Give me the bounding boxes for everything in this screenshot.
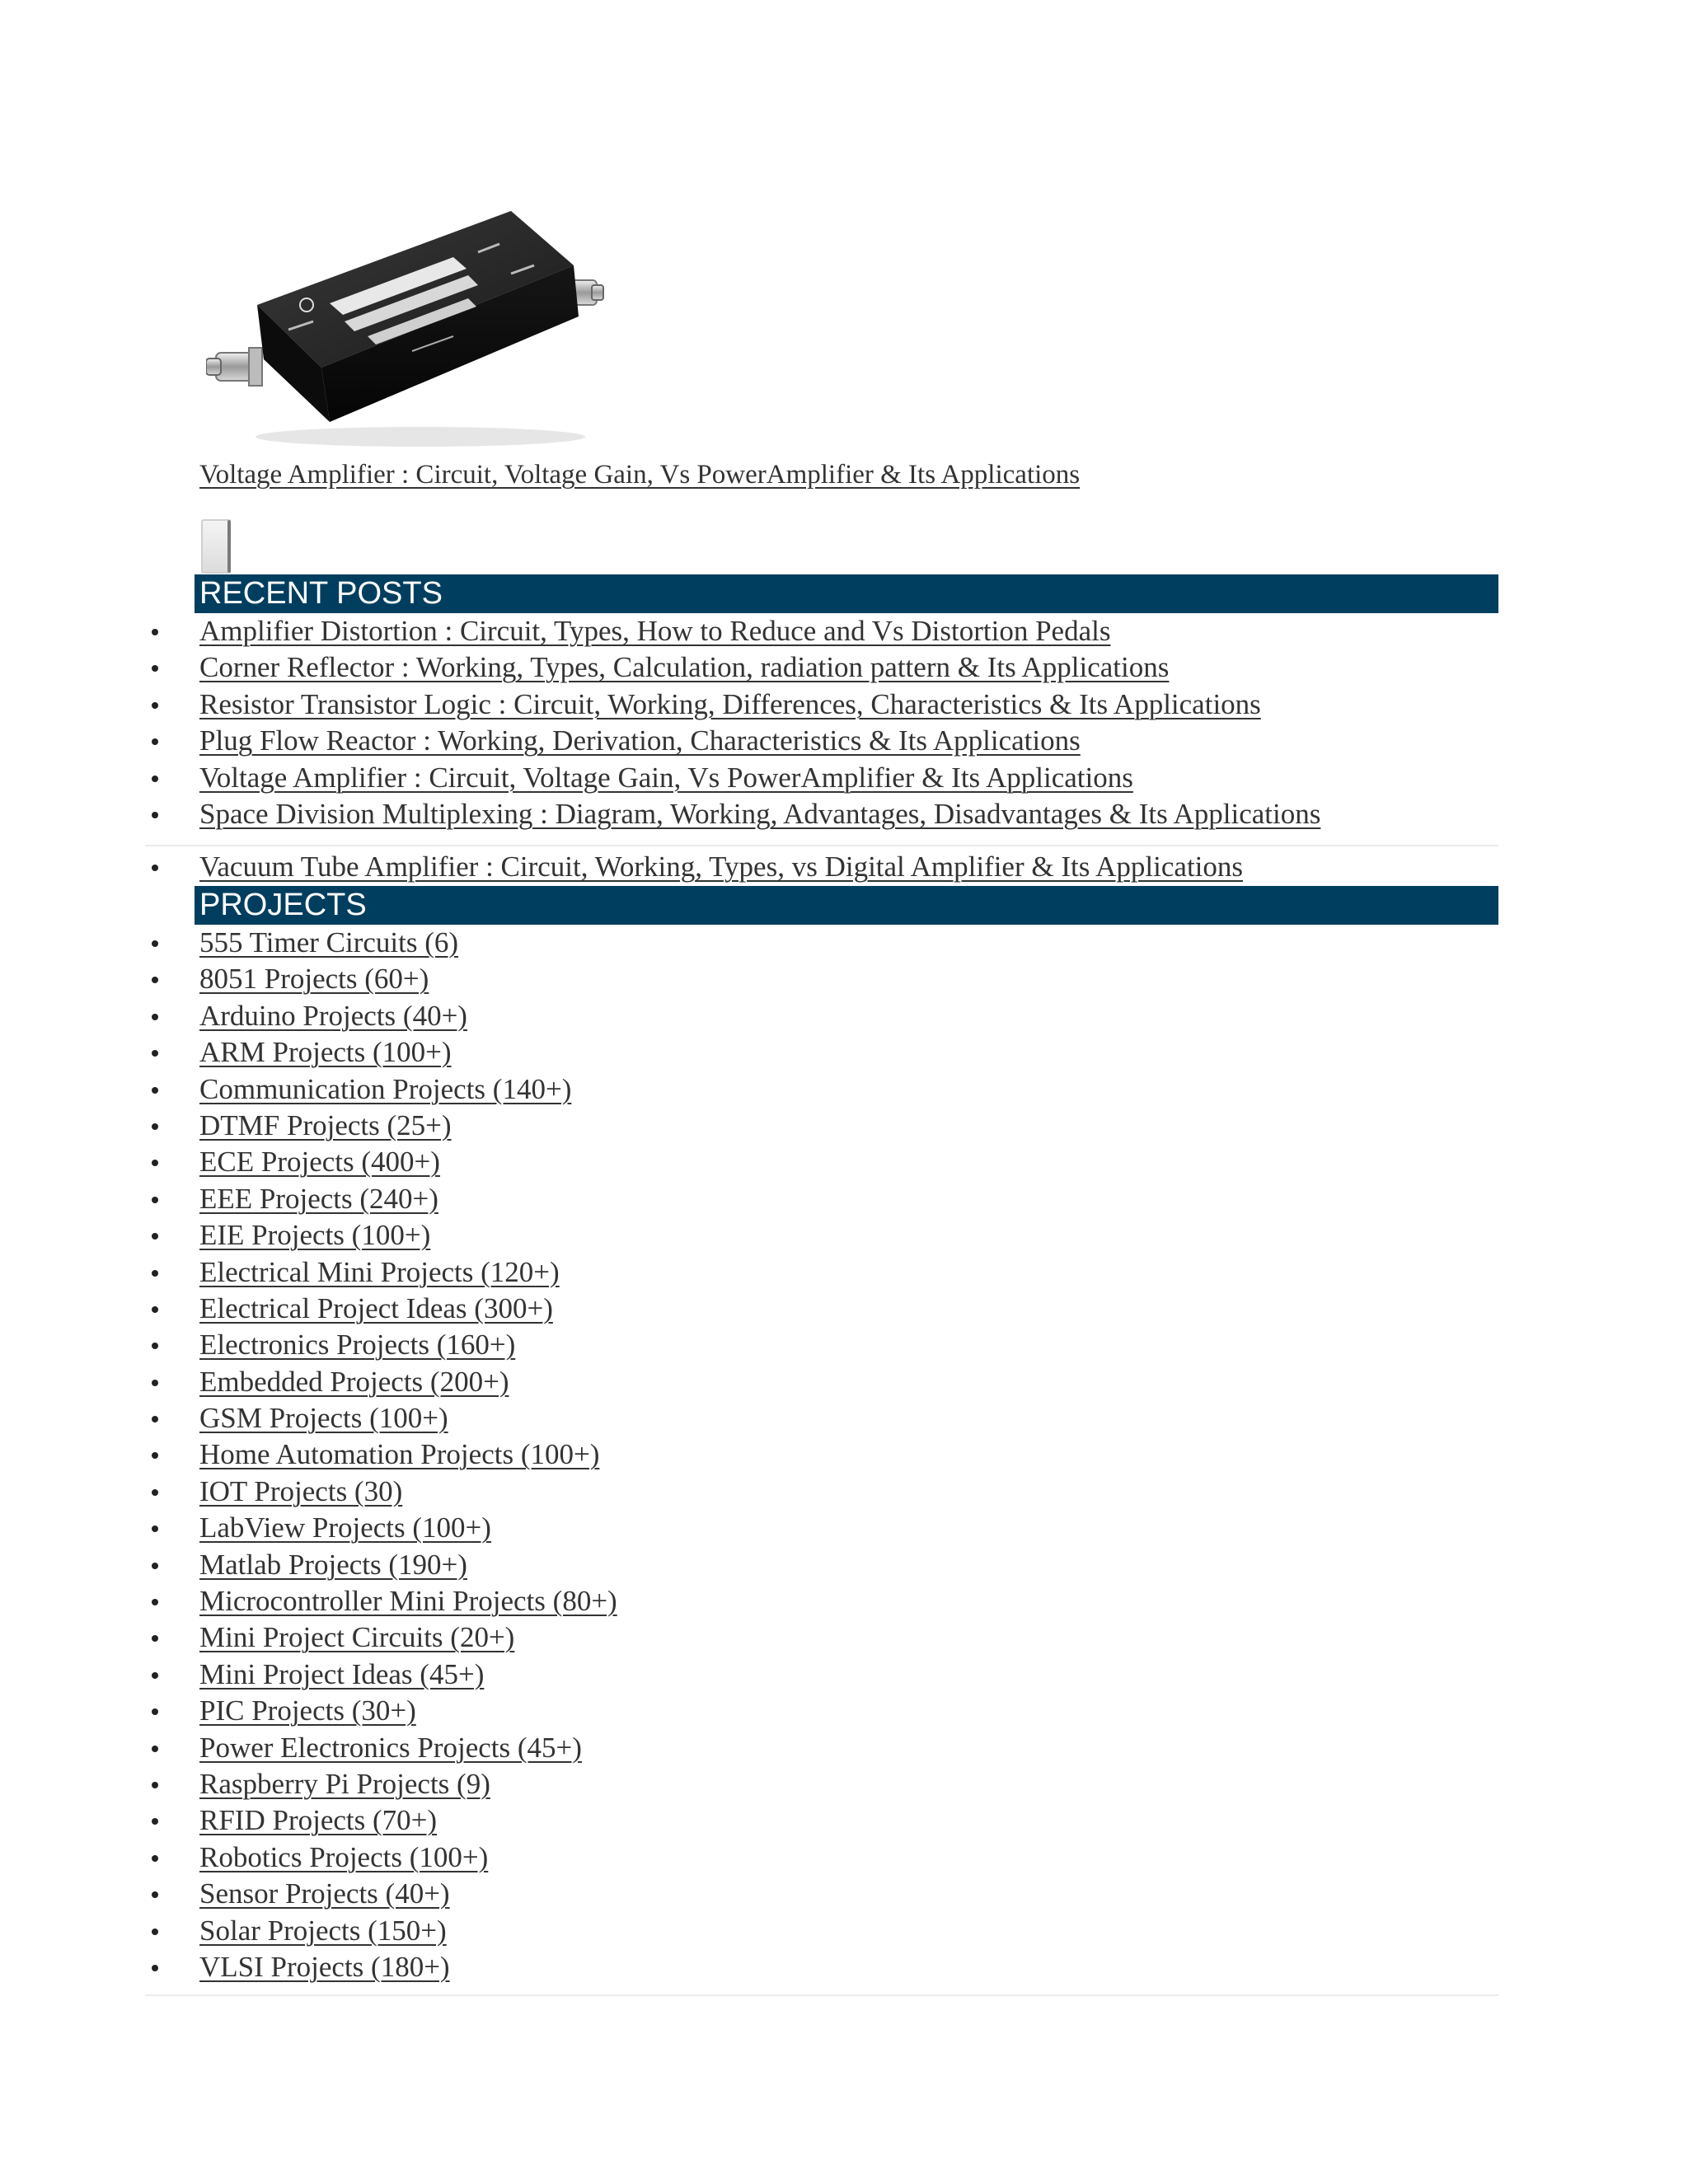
bullet-icon: [152, 1891, 158, 1898]
bullet-icon: [152, 665, 158, 672]
recent-post-link[interactable]: Amplifier Distortion : Circuit, Types, How to Reduce and Vs Distortion Pedals: [199, 615, 1111, 647]
bullet-icon: [152, 1782, 158, 1788]
recent-posts-list-continued: [0, 849, 1243, 885]
list-item: [0, 1730, 617, 1766]
recent-post-link[interactable]: Vacuum Tube Amplifier : Circuit, Working, Types, vs Digital Amplifier & Its Applications: [199, 851, 1244, 883]
recent-post-link[interactable]: Corner Reflector : Working, Types, Calculation, radiation pattern & Its Applications: [199, 651, 1170, 684]
list-item: [0, 1327, 617, 1363]
bullet-icon: [152, 1818, 158, 1825]
recent-post-link[interactable]: Resistor Transistor Logic : Circuit, Working, Differences, Characteristics & Its Applications: [199, 687, 1261, 720]
list-item: [0, 1400, 617, 1436]
bullet-icon: [152, 629, 158, 635]
bullet-icon: [152, 1306, 158, 1313]
list-item: [0, 1876, 617, 1912]
bullet-icon: [152, 1380, 158, 1386]
recent-post-link[interactable]: Space Division Multiplexing : Diagram, Working, Advantages, Disadvantages & Its Applications: [199, 797, 1321, 830]
project-category-link[interactable]: RFID Projects (70+): [199, 1804, 438, 1837]
list-item: [0, 1657, 617, 1693]
featured-post-link[interactable]: Voltage Amplifier : Circuit, Voltage Gain, Vs PowerAmplifier & Its Applications: [199, 460, 1081, 490]
bullet-icon: [152, 1708, 158, 1715]
list-item: [0, 1144, 617, 1180]
project-category-link[interactable]: Home Automation Projects (100+): [199, 1438, 600, 1471]
bullet-icon: [152, 1929, 158, 1935]
list-item: [0, 1291, 617, 1327]
project-category-link[interactable]: VLSI Projects (180+): [199, 1950, 450, 1983]
list-item: [0, 1547, 617, 1583]
bullet-icon: [152, 1489, 158, 1496]
project-category-link[interactable]: Power Electronics Projects (45+): [199, 1731, 582, 1764]
project-category-link[interactable]: Microcontroller Mini Projects (80+): [199, 1585, 617, 1618]
bullet-icon: [152, 1014, 158, 1020]
bullet-icon: [152, 1452, 158, 1459]
project-category-link[interactable]: Electronics Projects (160+): [199, 1329, 516, 1361]
list-item: [0, 649, 1320, 686]
project-category-link[interactable]: PIC Projects (30+): [199, 1694, 416, 1727]
project-category-link[interactable]: Mini Project Circuits (20+): [199, 1621, 515, 1654]
bullet-icon: [152, 1965, 158, 1971]
project-category-link[interactable]: IOT Projects (30): [199, 1474, 403, 1507]
bullet-icon: [152, 812, 158, 818]
divider: [145, 1994, 1498, 1996]
list-item: [0, 1364, 617, 1400]
project-category-link[interactable]: Arduino Projects (40+): [199, 999, 467, 1032]
project-category-link[interactable]: Raspberry Pi Projects (9): [199, 1767, 490, 1800]
project-category-link[interactable]: 8051 Projects (60+): [199, 963, 429, 996]
bullet-icon: [152, 702, 158, 709]
project-category-link[interactable]: 555 Timer Circuits (6): [199, 926, 459, 958]
list-item: [0, 1583, 617, 1619]
bullet-icon: [152, 1050, 158, 1057]
project-category-link[interactable]: Robotics Projects (100+): [199, 1840, 489, 1873]
projects-list: [0, 925, 617, 1985]
bullet-icon: [152, 865, 158, 871]
recent-posts-list: [0, 613, 1320, 832]
bullet-icon: [152, 1599, 158, 1605]
project-category-link[interactable]: ECE Projects (400+): [199, 1146, 440, 1179]
project-category-link[interactable]: Matlab Projects (190+): [199, 1548, 467, 1581]
list-item: [0, 1436, 617, 1473]
list-item: [0, 1840, 617, 1876]
project-category-link[interactable]: Sensor Projects (40+): [199, 1877, 450, 1910]
voltage-amplifier-photo[interactable]: [206, 206, 610, 453]
list-item: [0, 796, 1320, 832]
bullet-icon: [152, 1746, 158, 1752]
list-item: [0, 1071, 617, 1108]
project-category-link[interactable]: EEE Projects (240+): [199, 1182, 438, 1215]
divider: [145, 845, 1498, 846]
project-category-link[interactable]: LabView Projects (100+): [199, 1511, 491, 1544]
bullet-icon: [152, 738, 158, 745]
list-item: [0, 1693, 617, 1729]
list-item: [0, 849, 1243, 885]
project-category-link[interactable]: Electrical Mini Projects (120+): [199, 1255, 560, 1288]
bullet-icon: [152, 1343, 158, 1349]
list-item: [0, 1949, 617, 1985]
project-category-link[interactable]: GSM Projects (100+): [199, 1402, 448, 1435]
recent-post-link[interactable]: Plug Flow Reactor : Working, Derivation, Characteristics & Its Applications: [199, 724, 1081, 757]
bullet-icon: [152, 1855, 158, 1862]
bullet-icon: [152, 1197, 158, 1203]
bullet-icon: [152, 940, 158, 947]
project-category-link[interactable]: Embedded Projects (200+): [199, 1365, 509, 1398]
project-category-link[interactable]: Solar Projects (150+): [199, 1914, 447, 1947]
list-item: [0, 1802, 617, 1839]
list-item: [0, 1217, 617, 1254]
list-item: [0, 1619, 617, 1656]
list-item: [0, 687, 1320, 723]
recent-posts-header: RECENT POSTS: [195, 574, 1498, 613]
project-category-link[interactable]: DTMF Projects (25+): [199, 1108, 452, 1141]
bullet-icon: [152, 1123, 158, 1130]
project-category-link[interactable]: EIE Projects (100+): [199, 1219, 431, 1252]
bullet-icon: [152, 776, 158, 782]
list-item: [0, 998, 617, 1034]
list-item: [0, 1913, 617, 1949]
project-category-link[interactable]: Communication Projects (140+): [199, 1072, 572, 1105]
list-item: [0, 613, 1320, 649]
bullet-icon: [152, 1233, 158, 1240]
bullet-icon: [152, 1672, 158, 1679]
project-category-link[interactable]: Mini Project Ideas (45+): [199, 1657, 485, 1690]
list-item: [0, 1766, 617, 1802]
bullet-icon: [152, 977, 158, 983]
project-category-link[interactable]: ARM Projects (100+): [199, 1036, 452, 1069]
list-item: [0, 1181, 617, 1217]
bullet-icon: [152, 1635, 158, 1642]
bullet-icon: [152, 1087, 158, 1094]
bullet-icon: [152, 1526, 158, 1532]
list-item: [0, 1510, 617, 1546]
widget-toggle-button[interactable]: [201, 519, 231, 574]
bullet-icon: [152, 1563, 158, 1569]
bullet-icon: [152, 1416, 158, 1422]
list-item: [0, 1108, 617, 1144]
list-item: [0, 1034, 617, 1071]
projects-header: PROJECTS: [195, 886, 1498, 925]
project-category-link[interactable]: Electrical Project Ideas (300+): [199, 1291, 553, 1324]
list-item: [0, 1254, 617, 1291]
list-item: [0, 1474, 617, 1510]
bullet-icon: [152, 1270, 158, 1277]
bullet-icon: [152, 1160, 158, 1166]
recent-post-link[interactable]: Voltage Amplifier : Circuit, Voltage Gain, Vs PowerAmplifier & Its Applications: [199, 761, 1133, 794]
list-item: [0, 961, 617, 997]
list-item: [0, 925, 617, 961]
list-item: [0, 723, 1320, 759]
list-item: [0, 760, 1320, 796]
